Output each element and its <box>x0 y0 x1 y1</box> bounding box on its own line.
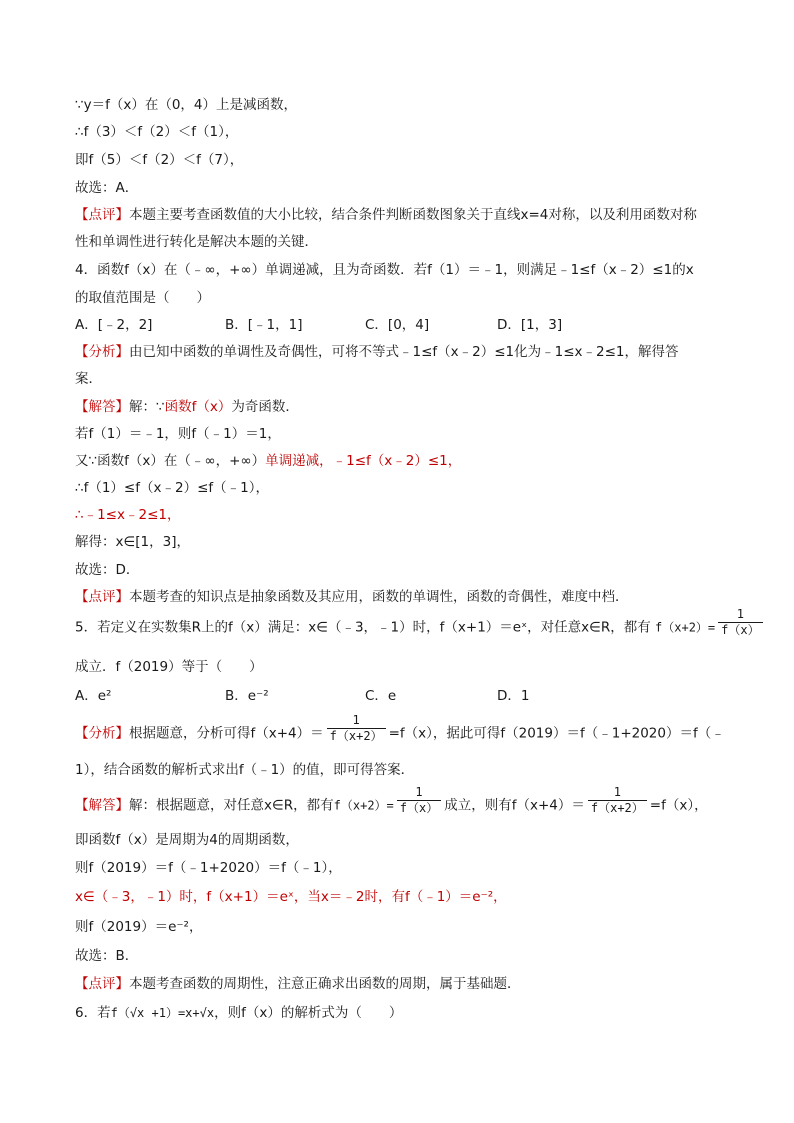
q5-stem-fraction <box>718 607 762 638</box>
q5-stem-text: 5．若定义在实数集R上的f（x）满足：x∈（﹣3，﹣1）时，f（x+1）＝eˣ，对任意x∈R，都有 <box>75 619 651 636</box>
fraction-denominator: f（x） <box>718 622 762 638</box>
answer-fraction-1 <box>397 785 441 816</box>
q5-stem-line-1 <box>75 607 766 638</box>
q4-analysis-line-1 <box>75 343 679 361</box>
q4-answer-line-3 <box>75 452 461 470</box>
q5-option-b: B．e⁻² <box>225 688 269 704</box>
answer-text-red: 单调递减，﹣1≤f（x﹣2）≤1， <box>265 453 462 469</box>
q5-option-c: C．e <box>365 688 397 704</box>
prev-line-1: ∵y＝f（x）在（0，4）上是减函数， <box>75 97 297 113</box>
q5-comment-line <box>75 975 521 993</box>
comment-text: 本题考查函数的周期性，注意正确求出函数的周期，属于基础题． <box>129 976 521 992</box>
analysis-text: 由已知中函数的单调性及奇偶性，可将不等式﹣1≤f（x﹣2）≤1化为﹣1≤x﹣2≤1，解得答 <box>129 344 679 360</box>
q4-option-c: C．[0，4] <box>365 317 430 333</box>
q4-option-b: B．[﹣1，1] <box>225 317 303 333</box>
q5-analysis-line-1 <box>75 713 725 744</box>
q5-stem-line-2: 成立．f（2019）等于（ ） <box>75 659 263 675</box>
q4-analysis-line-2: 案． <box>75 371 102 387</box>
q5-answer-line-4: x∈（﹣3，﹣1）时，f（x+1）＝eˣ，当x＝﹣2时，有f（﹣1）＝e⁻²， <box>75 889 507 905</box>
q5-answer-line-1 <box>75 785 708 816</box>
q5-answer-line-6: 故选：B． <box>75 948 139 964</box>
answer-text-mid: 成立，则有f（x+4）＝ <box>444 797 585 814</box>
answer-text: 解：根据题意，对任意x∈R，都有 <box>129 797 334 814</box>
fraction-denominator: f（x） <box>397 800 441 816</box>
analysis-text-tail: =f（x），据此可得f（2019）＝f（﹣1+2020）＝f（﹣ <box>388 725 725 742</box>
fraction-numerator: 1 <box>415 785 423 799</box>
q5-answer-line-3: 则f（2019）＝f（﹣1+2020）＝f（﹣1）， <box>75 860 342 876</box>
comment-text: 本题主要考查函数值的大小比较，结合条件判断函数图象关于直线x=4对称，以及利用函数对称 <box>129 207 697 223</box>
prev-line-4: 故选：A． <box>75 180 139 196</box>
q6-stem-line <box>75 1004 402 1022</box>
q4-comment-line <box>75 588 629 606</box>
fraction-numerator: 1 <box>736 607 744 621</box>
comment-tag: 【点评】 <box>75 976 129 992</box>
q5-analysis-fraction <box>327 713 386 744</box>
answer-text-tail: =f（x）， <box>649 797 708 814</box>
analysis-tag: 【分析】 <box>75 344 129 360</box>
prev-line-2: ∴f（3）＜f（2）＜f（1）， <box>75 124 239 140</box>
prev-line-3: 即f（5）＜f（2）＜f（7）， <box>75 152 244 168</box>
q4-option-a: A．[﹣2，2] <box>75 317 153 333</box>
q5-answer-line-2: 即函数f（x）是周期为4的周期函数， <box>75 832 299 848</box>
comment-text: 本题考查的知识点是抽象函数及其应用，函数的单调性，函数的奇偶性，难度中档． <box>129 589 629 605</box>
q6-stem-text: 6．若 <box>75 1005 111 1021</box>
q5-answer-line-5: 则f（2019）＝e⁻²， <box>75 919 203 935</box>
comment-tag: 【点评】 <box>75 207 129 223</box>
q6-formula: f（√x +1）=x+√x <box>110 1006 215 1020</box>
q4-answer-line-5: ∴﹣1≤x﹣2≤1， <box>75 507 181 523</box>
answer-text-red: 函数f（x） <box>164 399 232 415</box>
answer-text: 解：∵ <box>129 399 165 415</box>
q4-answer-line-2: 若f（1）＝﹣1，则f（﹣1）＝1， <box>75 426 281 442</box>
q4-option-d: D．[1，3] <box>497 317 563 333</box>
analysis-tag: 【分析】 <box>75 725 129 742</box>
q4-answer-line-1 <box>75 398 299 416</box>
q4-answer-line-4: ∴f（1）≤f（x﹣2）≤f（﹣1）， <box>75 480 269 496</box>
prev-comment-line-1 <box>75 206 697 224</box>
q6-stem-tail: ，则f（x）的解析式为（ ） <box>214 1005 403 1021</box>
q4-answer-line-7: 故选：D． <box>75 562 140 578</box>
analysis-text: 根据题意，分析可得f（x+4）＝ <box>129 725 324 742</box>
q4-stem-line-2: 的取值范围是（ ） <box>75 290 210 306</box>
q4-stem-line-1: 4．函数f（x）在（﹣∞，+∞）单调递减，且为奇函数．若f（1）＝﹣1，则满足﹣1≤f（x﹣2）≤1的x <box>75 262 694 278</box>
fraction-numerator: 1 <box>613 785 621 799</box>
answer-tag: 【解答】 <box>75 797 129 814</box>
answer-fraction-2 <box>588 785 647 816</box>
q5-analysis-line-2: 1），结合函数的解析式求出f（﹣1）的值，即可得答案． <box>75 762 415 778</box>
comment-tag: 【点评】 <box>75 589 129 605</box>
answer-fx: f（x+2）= <box>333 798 394 813</box>
answer-text-tail: 为奇函数． <box>231 399 299 415</box>
q5-option-a: A．e² <box>75 688 112 704</box>
answer-text: 又∵函数f（x）在（﹣∞，+∞） <box>75 453 266 469</box>
q4-answer-line-6: 解得：x∈[1，3]， <box>75 534 190 550</box>
answer-tag: 【解答】 <box>75 399 129 415</box>
q5-stem-fx: f（x+2）= <box>655 620 716 635</box>
fraction-numerator: 1 <box>352 713 360 727</box>
fraction-denominator: f（x+2） <box>327 728 386 744</box>
q5-option-d: D．1 <box>497 688 530 704</box>
fraction-denominator: f（x+2） <box>588 800 647 816</box>
prev-comment-line-2: 性和单调性进行转化是解决本题的关键． <box>75 234 318 250</box>
